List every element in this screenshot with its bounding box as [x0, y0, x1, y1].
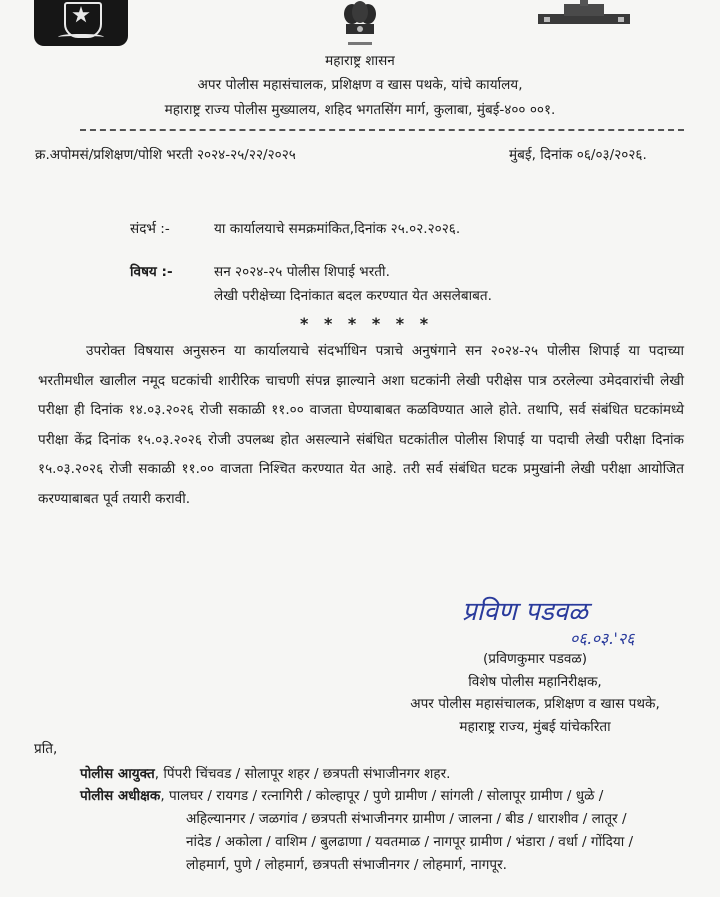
recipient-superintendent: पोलीस अधीक्षक — [80, 788, 161, 804]
reference-label: संदर्भ :- — [130, 221, 170, 237]
reference-text: या कार्यालयाचे समक्रमांकित,दिनांक २५.०२.२०२६. — [214, 221, 461, 237]
recipient-line5: लोहमार्ग, पुणे / लोहमार्ग, छत्रपती संभाजीनगर / लोहमार्ग, नागपूर. — [186, 857, 507, 873]
subject-line2: लेखी परीक्षेच्या दिनांकात बदल करण्यात येत असलेबाबत. — [214, 288, 492, 304]
recipient-line1 — [80, 763, 451, 782]
office-address-line1: अपर पोलीस महासंचालक, प्रशिक्षण व खास पथके, यांचे कार्यालय, — [197, 77, 523, 93]
handwritten-signature: प्रविण पडवळ — [462, 597, 588, 627]
building-emblem-logo — [534, 0, 634, 30]
recipient-line3: अहिल्यानगर / जळगांव / छत्रपती संभाजीनगर ग्रामीण / जालना / बीड / धाराशीव / लातूर / — [186, 811, 627, 827]
office-address-line2: महाराष्ट्र राज्य पोलीस मुख्यालय, शहिद भगतसिंग मार्ग, कुलाबा, मुंबई-४०० ००१. — [164, 102, 556, 118]
place-date: मुंबई, दिनांक ०६/०३/२०२६. — [509, 147, 647, 163]
subject-label: विषय :- — [130, 264, 173, 280]
recipient-commissioner: पोलीस आयुक्त — [80, 766, 155, 782]
signatory-block — [380, 648, 690, 738]
recipient-commissioner-list: , पिंपरी चिंचवड / सोलापूर शहर / छत्रपती संभाजीनगर शहर. — [154, 766, 451, 782]
header-divider — [80, 129, 684, 131]
state-emblem-logo — [330, 0, 390, 52]
handwritten-signature-date: ०६.०३.'२६ — [570, 629, 635, 648]
reference-number: क्र.अपोमसं/प्रशिक्षण/पोशि भरती २०२४-२५/२२/२०२५ — [35, 147, 296, 163]
government-title: महाराष्ट्र शासन — [325, 53, 395, 69]
signatory-name: (प्रविणकुमार पडवळ) — [482, 651, 588, 667]
section-separator: * * * * * * — [300, 314, 434, 333]
letter-body: उपरोक्त विषयास अनुसरुन या कार्यालयाचे संदर्भाधिन पत्राचे अनुषंगाने सन २०२४-२५ पोलीस शिपाई या पदाच्या भरतीमधील खालील नमूद घटकांची शारीरिक चाचणी संपन्न झाल्याने अशा घटकांनी लेखी परीक्षेस पात्र ठरलेल्या उमेदवारांची लेखी परीक्षा ही दिनांक १४.०३.२०२६ रोजी सकाळी ११.०० वाजता घेण्याबाबत कळविण्यात आले होते. तथापि, सर्व संबंधित घटकांमध्ये परीक्षा केंद्र दिनांक १५.०३.२०२६ रोजी उपलब्ध होत असल्याने संबंधित घटकांतील पोलीस शिपाई या पदाची लेखी परीक्षा दिनांक १५.०३.२०२६ रोजी सकाळी ११.०० वाजता निश्चित करण्यात येत आहे. तरी सर्व संबंधित घटक प्रमुखांनी लेखी परीक्षा आयोजित करण्याबाबत पूर्व तयारी करावी. — [38, 343, 684, 507]
signatory-designation2: अपर पोलीस महासंचालक, प्रशिक्षण व खास पथके, — [410, 696, 660, 712]
subject-line1: सन २०२४-२५ पोलीस शिपाई भरती. — [214, 264, 390, 280]
signatory-designation3: महाराष्ट्र राज्य, मुंबई यांचेकरिता — [459, 718, 611, 735]
police-crest-logo — [34, 0, 128, 46]
recipient-line4: नांदेड / अकोला / वाशिम / बुलढाणा / यवतमाळ / नागपूर ग्रामीण / भंडारा / वर्धा / गोंदिया / — [186, 834, 634, 850]
to-label: प्रति, — [34, 741, 58, 757]
recipient-line2 — [80, 785, 603, 804]
recipient-superintendent-list: , पालघर / रायगड / रत्नागिरी / कोल्हापूर / पुणे ग्रामीण / सांगली / सोलापूर ग्रामीण / धुळे / — [160, 788, 604, 804]
signatory-designation1: विशेष पोलीस महानिरीक्षक, — [468, 673, 602, 690]
